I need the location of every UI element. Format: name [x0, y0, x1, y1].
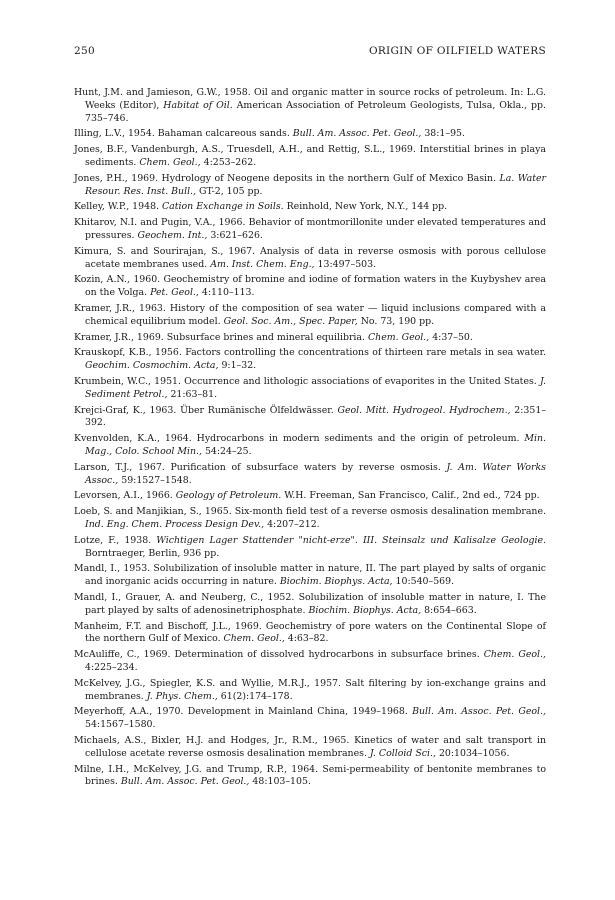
- reference-source-italic: Geochem. Int.,: [137, 229, 208, 241]
- reference-entry: Krumbein, W.C., 1951. Occurrence and lithologic associations of evaporites in the United States. J. Sediment Petrol., 21:63–81.: [74, 376, 546, 400]
- reference-entry: Kvenvolden, K.A., 1964. Hydrocarbons in modern sediments and the origin of petroleum. Min. Mag., Colo. School Min., 54:24–25.: [74, 433, 546, 457]
- reference-source-italic: Bull. Am. Assoc. Pet. Geol.,: [120, 776, 250, 788]
- reference-source-italic: J. Am. Water Works Assoc.,: [85, 461, 546, 486]
- reference-source-italic: Chem. Geol.,: [483, 649, 547, 661]
- reference-entry: Levorsen, A.I., 1966. Geology of Petroleum. W.H. Freeman, San Francisco, Calif., 2nd ed., 724 pp.: [74, 490, 540, 502]
- reference-entry: Mandl, I., Grauer, A. and Neuberg, C., 1952. Solubilization of insoluble matter in nature, I. The part played by salts of adenosinetriphosphate. Biochim. Biophys. Acta, 8:654–663.: [74, 592, 546, 616]
- reference-entry: McAuliffe, C., 1969. Determination of dissolved hydrocarbons in subsurface brines. Chem. Geol., 4:225–234.: [74, 649, 547, 673]
- reference-source-italic: Geol. Mitt. Hydrogeol. Hydrochem.,: [337, 404, 511, 416]
- reference-source-italic: Geochim. Cosmochim. Acta,: [85, 360, 219, 372]
- reference-source-italic: Chem. Geol.,: [223, 633, 285, 645]
- reference-source-italic: Biochim. Biophys. Acta,: [308, 604, 422, 616]
- reference-source-italic: Geology of Petroleum.: [175, 490, 282, 502]
- running-header: [74, 45, 546, 57]
- reference-entry: Larson, T.J., 1967. Purification of subsurface waters by reverse osmosis. J. Am. Water Works Assoc., 59:1527–1548.: [74, 461, 546, 486]
- reference-entry: Khitarov, N.I. and Pugin, V.A., 1966. Behavior of montmorillonite under elevated temperatures and pressures. Geochem. Int., 3:621–626.: [74, 217, 546, 241]
- reference-source-italic: J. Phys. Chem.,: [146, 690, 218, 702]
- reference-entry: McKelvey, J.G., Spiegler, K.S. and Wyllie, M.R.J., 1957. Salt filtering by ion-exchange grains and membranes. J. Phys. Chem., 61(2):174–178.: [74, 677, 546, 702]
- reference-entry: Krejci-Graf, K., 1963. Über Rumänische Ölfeldwässer. Geol. Mitt. Hydrogeol. Hydrochem., 2:351–392.: [74, 404, 547, 429]
- reference-entry: Manheim, F.T. and Bischoff, J.L., 1969. Geochemistry of pore waters on the Continental Slope of the northern Gulf of Mexico. Chem. Geol., 4:63–82.: [74, 620, 546, 645]
- reference-source-italic: J. Sediment Petrol.,: [85, 376, 546, 400]
- reference-entry: Milne, I.H., McKelvey, J.G. and Trump, R.P., 1964. Semi-permeability of bentonite membranes to brines. Bull. Am. Assoc. Pet. Geol., 48:103–105.: [74, 763, 546, 788]
- reference-source-italic: Min. Mag., Colo. School Min.,: [85, 433, 546, 457]
- reference-entry: Kozin, A.N., 1960. Geochemistry of bromine and iodine of formation waters in the Kuybyshev area on the Volga. Pet. Geol., 4:110–113.: [74, 274, 546, 299]
- reference-source-italic: Chem. Geol.,: [367, 331, 430, 343]
- reference-source-italic: Chem. Geol.,: [139, 156, 201, 168]
- reference-entry: Kelley, W.P., 1948. Cation Exchange in Soils. Reinhold, New York, N.Y., 144 pp.: [74, 201, 448, 213]
- running-title: ORIGIN OF OILFIELD WATERS: [368, 45, 546, 57]
- reference-entry: Kimura, S. and Sourirajan, S., 1967. Analysis of data in reverse osmosis with porous cellulose acetate membranes used. Am. Inst. Chem. Eng., 13:497–503.: [74, 245, 546, 270]
- reference-entry: Jones, P.H., 1969. Hydrology of Neogene deposits in the northern Gulf of Mexico Basin. La. Water Resour. Res. Inst. Bull., GT-2, 105 pp.: [74, 172, 547, 197]
- reference-source-italic: La. Water Resour. Res. Inst. Bull.,: [85, 172, 547, 197]
- reference-entry: Krauskopf, K.B., 1956. Factors controlling the concentrations of thirteen rare metals in sea water. Geochim. Cosmochim. Acta, 9:1–32.: [74, 347, 546, 372]
- reference-entry: Kramer, J.R., 1969. Subsurface brines and mineral equilibria. Chem. Geol., 4:37–50.: [74, 331, 473, 343]
- reference-entry: Loeb, S. and Manjikian, S., 1965. Six-month field test of a reverse osmosis desalination membrane. Ind. Eng. Chem. Process Design Dev., 4:207–212.: [74, 506, 546, 530]
- reference-source-italic: Wichtigen Lager Stattender "nicht-erze". III. Steinsalz und Kalisalze Geologie.: [156, 534, 546, 546]
- reference-entry: Hunt, J.M. and Jamieson, G.W., 1958. Oil and organic matter in source rocks of petroleum. In: L.G. Weeks (Editor), Habitat of Oil. American Association of Petroleum Geologists, Tulsa, Okla., pp. 735–746.: [74, 87, 547, 124]
- reference-source-italic: Bull. Am. Assoc. Pet. Geol.,: [292, 128, 422, 140]
- reference-source-italic: Bull. Am. Assoc. Pet. Geol.,: [412, 706, 546, 718]
- reference-entry: Mandl, I., 1953. Solubilization of insoluble matter in nature, II. The part played by salts of organic and inorganic acids occurring in nature. Biochim. Biophys. Acta, 10:540–569.: [74, 563, 546, 588]
- reference-source-italic: Biochim. Biophys. Acta,: [279, 576, 393, 588]
- reference-source-italic: Pet. Geol.,: [150, 287, 199, 299]
- reference-source-italic: Ind. Eng. Chem. Process Design Dev.,: [85, 519, 265, 530]
- reference-entry: Michaels, A.S., Bixler, H.J. and Hodges, Jr., R.M., 1965. Kinetics of water and salt transport in cellulose acetate reverse osmosis desalination membranes. J. Colloid Sci., 20:1034–1056.: [74, 735, 546, 759]
- reference-entry: Illing, L.V., 1954. Bahaman calcareous sands. Bull. Am. Assoc. Pet. Geol., 38:1–95.: [74, 128, 465, 140]
- reference-source-italic: J. Colloid Sci.,: [369, 747, 436, 759]
- reference-entry: Meyerhoff, A.A., 1970. Development in Mainland China, 1949–1968. Bull. Am. Assoc. Pet. Geol., 54:1567–1580.: [74, 706, 546, 731]
- reference-entry: Lotze, F., 1938. Wichtigen Lager Stattender "nicht-erze". III. Steinsalz und Kalisalze Geologie. Borntraeger, Berlin, 936 pp.: [74, 534, 546, 559]
- reference-list: [74, 87, 546, 792]
- page-number: 250: [74, 45, 95, 57]
- reference-source-italic: Habitat of Oil.: [163, 99, 233, 111]
- reference-source-italic: Geol. Soc. Am., Spec. Paper,: [223, 315, 358, 327]
- reference-entry: Jones, B.F., Vandenburgh, A.S., Truesdell, A.H., and Rettig, S.L., 1969. Interstitial brines in playa sediments. Chem. Geol., 4:253–262.: [74, 144, 546, 168]
- reference-source-italic: Cation Exchange in Soils.: [162, 201, 284, 213]
- reference-entry: Kramer, J.R., 1963. History of the composition of sea water — liquid inclusions compared with a chemical equilibrium model. Geol. Soc. Am., Spec. Paper, No. 73, 190 pp.: [74, 303, 546, 327]
- reference-source-italic: Am. Inst. Chem. Eng.,: [210, 258, 315, 270]
